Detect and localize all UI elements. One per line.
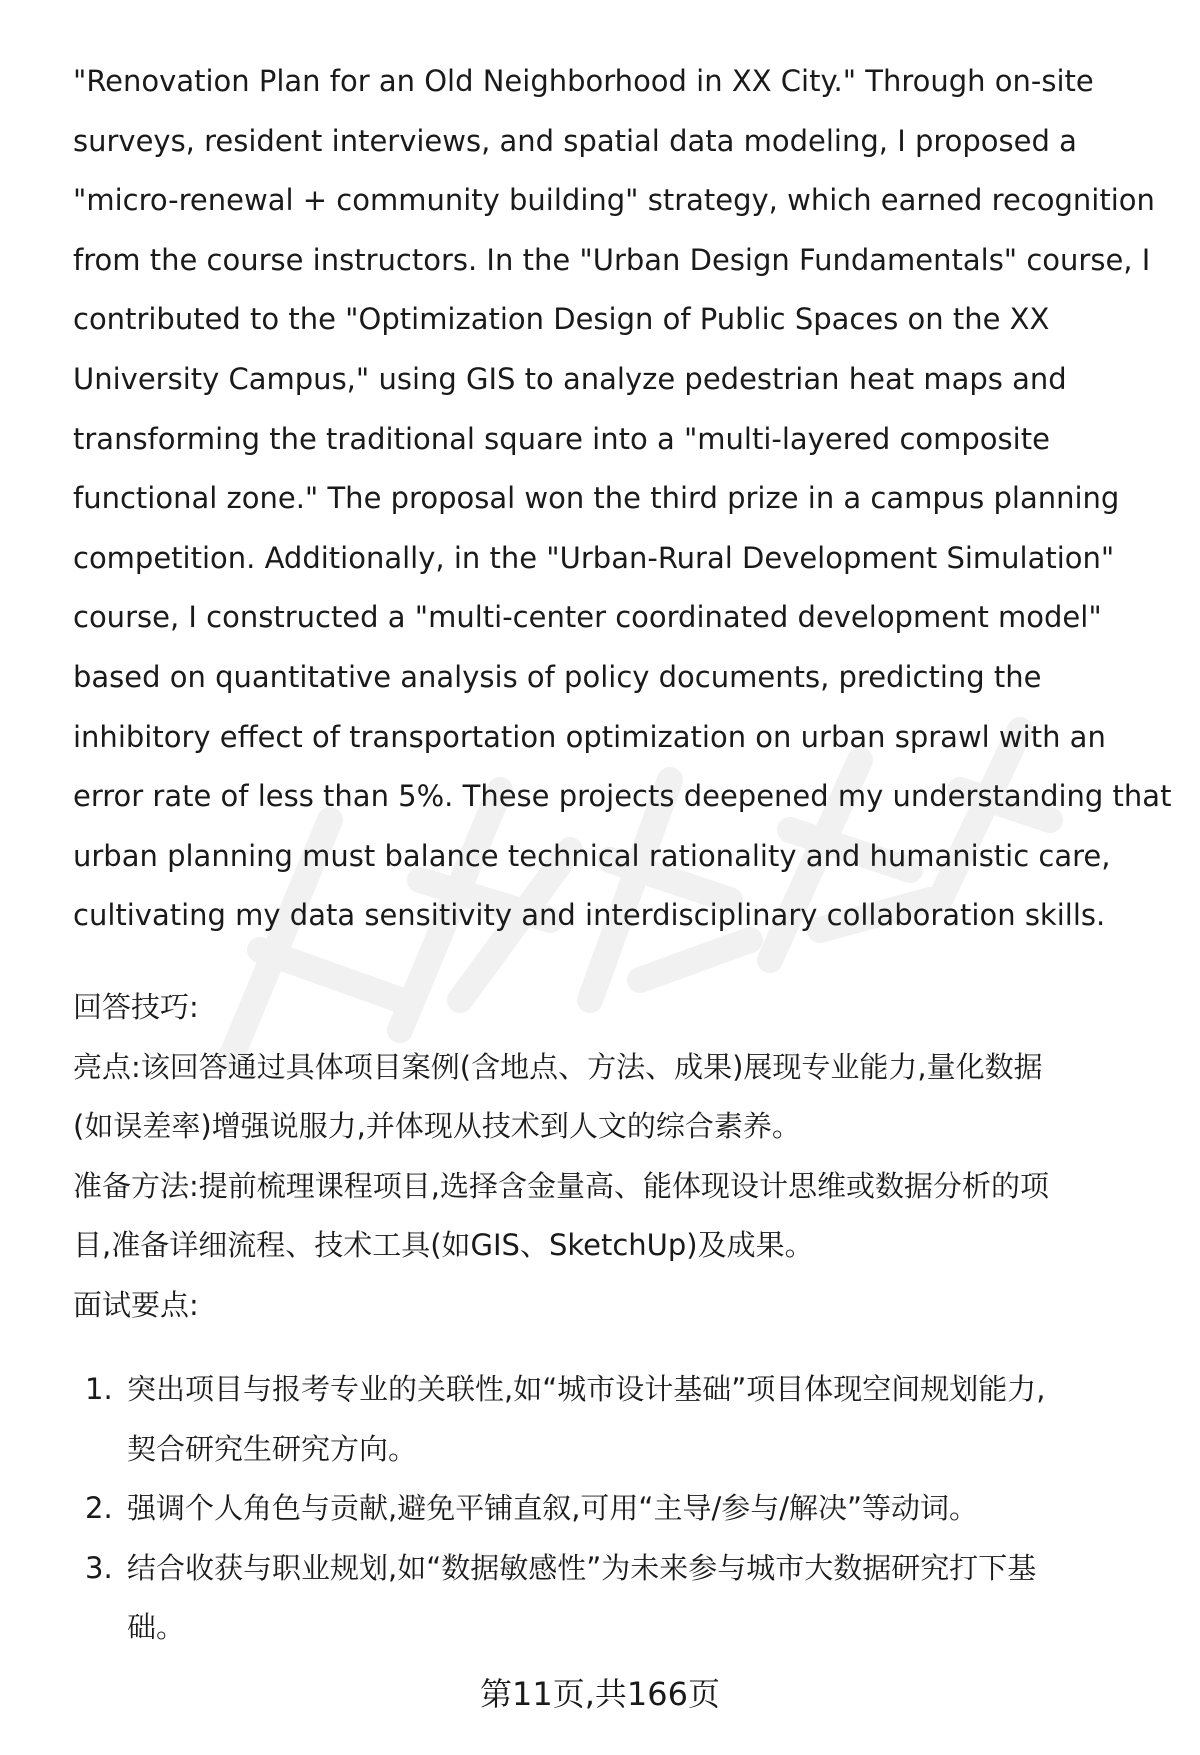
list-item-line: 契合研究生研究方向。 <box>127 1431 418 1466</box>
paragraph-line: University Campus," using GIS to analyze pedestrian heat maps and <box>73 361 1067 396</box>
list-item <box>73 1360 1153 1479</box>
paragraph-line: functional zone." The proposal won the third prize in a campus planning <box>73 481 1120 516</box>
paragraph-line: based on quantitative analysis of policy documents, predicting the <box>73 659 1042 694</box>
prep-method-line: 准备方法:提前梳理课程项目,选择含金量高、能体现设计思维或数据分析的项 <box>73 1168 1049 1203</box>
list-number: 1. <box>85 1372 113 1406</box>
paragraph-line: urban planning must balance technical rationality and humanistic care, <box>73 838 1111 873</box>
paragraph-line: surveys, resident interviews, and spatial data modeling, I proposed a <box>73 123 1077 158</box>
interview-points-heading: 面试要点: <box>73 1287 199 1322</box>
list-number: 2. <box>85 1491 113 1526</box>
answer-paragraph <box>73 52 1172 946</box>
paragraph-line: course, I constructed a "multi-center coordinated development model" <box>73 600 1102 635</box>
list-item-line: 结合收获与职业规划,如“数据敏感性”为未来参与城市大数据研究打下基 <box>127 1550 1037 1585</box>
highlight-line: 亮点:该回答通过具体项目案例(含地点、方法、成果)展现专业能力,量化数据 <box>73 1049 1043 1084</box>
list-item <box>73 1479 1153 1539</box>
list-item-line: 强调个人角色与贡献,避免平铺直叙,可用“主导/参与/解决”等动词。 <box>127 1491 979 1526</box>
paragraph-line: contributed to the "Optimization Design of Public Spaces on the XX <box>73 302 1050 337</box>
tips-heading: 回答技巧: <box>73 990 199 1024</box>
page-number-footer: 第11页,共166页 <box>480 1675 720 1713</box>
paragraph-line: "Renovation Plan for an Old Neighborhood in XX City." Through on-site <box>73 64 1094 98</box>
answer-tips-section <box>73 978 1153 1336</box>
paragraph-line: competition. Additionally, in the "Urban-Rural Development Simulation" <box>73 540 1115 575</box>
paragraph-line: error rate of less than 5%. These projects deepened my understanding that <box>73 779 1172 814</box>
paragraph-line: "micro-renewal + community building" strategy, which earned recognition <box>73 183 1155 218</box>
interview-points-list <box>73 1360 1153 1658</box>
list-item-line: 突出项目与报考专业的关联性,如“城市设计基础”项目体现空间规划能力, <box>127 1372 1046 1406</box>
list-item <box>73 1539 1153 1658</box>
paragraph-line: transforming the traditional square into a "multi-layered composite <box>73 421 1050 456</box>
paragraph-line: from the course instructors. In the "Urban Design Fundamentals" course, I <box>73 242 1151 277</box>
prep-method-line: 目,准备详细流程、技术工具(如GIS、SketchUp)及成果。 <box>73 1228 814 1263</box>
paragraph-line: inhibitory effect of transportation optimization on urban sprawl with an <box>73 719 1106 754</box>
list-number: 3. <box>85 1550 113 1585</box>
list-item-line: 础。 <box>127 1610 186 1645</box>
paragraph-line: cultivating my data sensitivity and interdisciplinary collaboration skills. <box>73 898 1106 933</box>
highlight-line: (如误差率)增强说服力,并体现从技术到人文的综合素养。 <box>73 1109 801 1144</box>
